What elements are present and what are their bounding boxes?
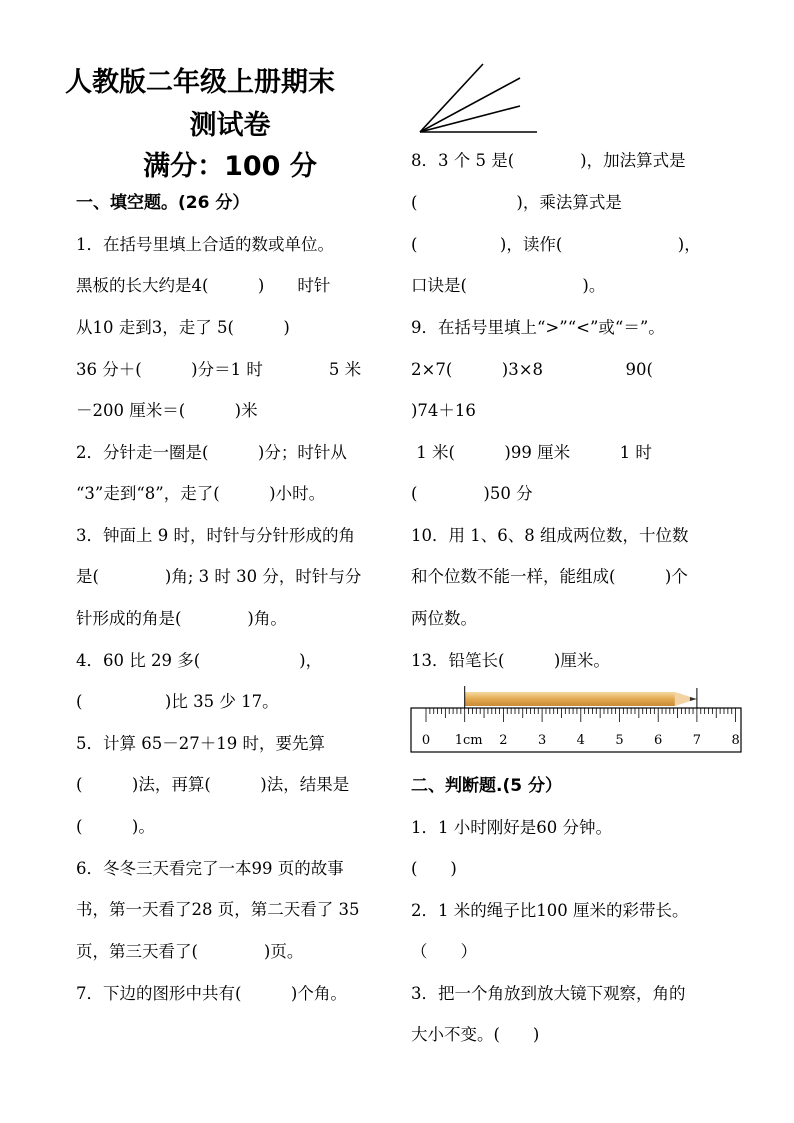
ruler-label: 7 [692, 733, 702, 748]
question-line: 13．铅笔长( )厘米。 [411, 651, 610, 670]
question-line: 10．用 1、6、8 组成两位数，十位数 [411, 526, 689, 545]
question-line: 两位数。 [411, 609, 477, 628]
question-line: ( )。 [76, 817, 155, 836]
question-line: ( ) [411, 859, 457, 878]
angle-figure [415, 60, 545, 140]
question-line: 3．钟面上 9 时，时针与分针形成的角 [76, 526, 355, 545]
exam-title-line1: 人教版二年级上册期末 [65, 67, 335, 98]
question-line: 从10 走到3，走了 5( ) [76, 318, 290, 337]
ruler-label: 3 [537, 733, 547, 748]
question-line: “3”走到“8”，走了( )小时。 [76, 484, 326, 503]
angle-ray [420, 78, 520, 132]
question-line: －200 厘米＝( )米 [76, 401, 258, 420]
question-line: ( )法，再算( )法，结果是 [76, 775, 350, 794]
full-score: 满分：100 分 [143, 151, 317, 182]
question-line: 大小不变。( ) [411, 1025, 540, 1044]
question-line: 1 米( )99 厘米 1 时 [411, 443, 652, 462]
question-line: ( )，乘法算式是 [411, 193, 622, 212]
question-line: ( )50 分 [411, 484, 533, 503]
question-line: 2．分针走一圈是( )分；时针从 [76, 443, 347, 462]
question-line: 书，第一天看了28 页，第二天看了 35 [76, 900, 360, 919]
question-line: ( )比 35 少 17。 [76, 692, 279, 711]
question-line: 1．1 小时刚好是60 分钟。 [411, 818, 612, 837]
question-line: 4．60 比 29 多( )， [76, 651, 323, 670]
pencil-body [465, 692, 675, 706]
question-line: 6．冬冬三天看完了一本99 页的故事 [76, 859, 344, 878]
ruler-label: 0 [421, 733, 431, 748]
pencil-lead [690, 697, 697, 701]
question-line: 36 分＋( )分＝1 时 5 米 [76, 360, 362, 379]
question-line: 3．把一个角放到放大镜下观察，角的 [411, 984, 686, 1003]
question-line: 黑板的长大约是4( ) 时针 [76, 276, 331, 295]
ruler-label: 5 [615, 733, 624, 748]
question-line: ( )，读作( )， [411, 235, 701, 254]
ruler-label: 4 [576, 733, 585, 748]
question-line: 9．在括号里填上“>”“<”或“＝”。 [411, 318, 665, 337]
question-line: 1．在括号里填上合适的数或单位。 [76, 235, 334, 254]
section-heading-true-false: 二、判断题.(5 分） [411, 776, 562, 796]
question-line: 2×7( )3×8 90( [411, 360, 653, 379]
ruler-labels [422, 733, 740, 748]
question-line: 针形成的角是( )角。 [76, 609, 287, 628]
question-line: 7．下边的图形中共有( )个角。 [76, 984, 347, 1003]
ruler-label: 6 [654, 733, 663, 748]
ruler-label: 1cm [454, 733, 483, 748]
question-line: 和个位数不能一样，能组成( )个 [411, 567, 688, 586]
question-line: 页，第三天看了( )页。 [76, 942, 304, 961]
ruler-label: 8 [731, 733, 740, 748]
question-line: 口诀是( )。 [411, 276, 606, 295]
ruler-with-pencil [410, 686, 742, 756]
exam-title-line2: 测试卷 [189, 110, 271, 141]
question-line: 8．3 个 5 是( )，加法算式是 [411, 151, 686, 170]
angle-ray [420, 106, 520, 132]
question-line: 2．1 米的绳子比100 厘米的彩带长。 [411, 901, 689, 920]
ruler-label: 2 [499, 733, 508, 748]
question-line: 是( )角; 3 时 30 分，时针与分 [76, 567, 362, 586]
question-line: )74＋16 [411, 401, 476, 420]
angle-ray [420, 64, 483, 132]
question-line: 5．计算 65－27＋19 时，要先算 [76, 734, 325, 753]
pencil [465, 686, 697, 708]
question-line: （ ） [411, 942, 477, 961]
section-heading-fill-blank: 一、填空题。(26 分） [76, 193, 250, 213]
